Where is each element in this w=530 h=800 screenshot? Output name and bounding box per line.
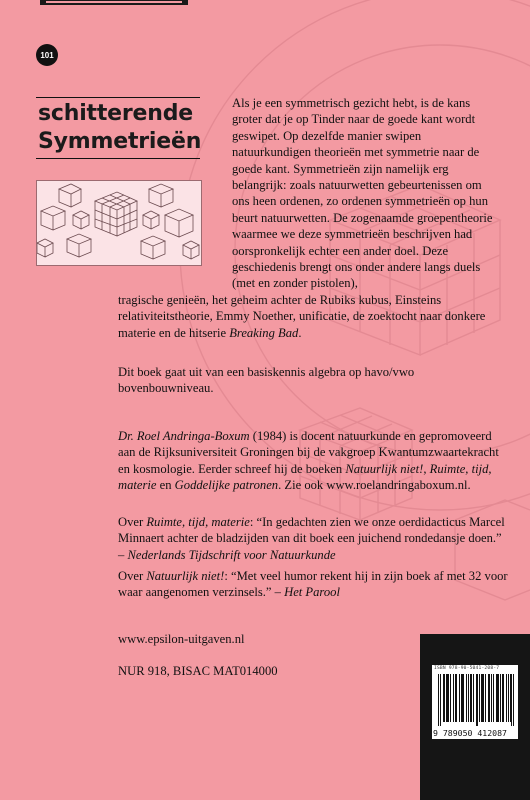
rubiks-cubes-illustration <box>37 181 201 265</box>
book-title <box>36 98 200 158</box>
author-sep-1: , <box>423 461 430 476</box>
review-1 <box>118 514 508 563</box>
blurb-cont-end: . <box>298 325 302 340</box>
review-1-source: Nederlands Tijdschrift voor Natuurkunde <box>127 547 336 562</box>
page-number-badge: 101 <box>36 44 58 66</box>
author-bio-text-1: (1984) is docent natuurkunde en gepromoveerd aan de Rijksuniversiteit Groningen bij de vakgroep Kwantumzwaartekracht en kosmologie. Eerder schreef hij de boeken <box>118 429 499 476</box>
title-line-1: schitterende <box>38 101 193 126</box>
barcode-digits: 9 789050 412087 <box>433 728 507 738</box>
review-2 <box>118 568 508 601</box>
review-2-over: Over <box>118 569 147 583</box>
review-1-book: Ruimte, tijd, materie <box>146 515 250 529</box>
barcode-bars <box>438 674 514 726</box>
barcode <box>432 665 518 739</box>
review-2-quote: : “Met veel humor rekent hij in zijn boek af met 32 voor waar aangenomen verzinsels.” – <box>118 569 508 600</box>
publisher-website: www.epsilon-uitgaven.nl <box>118 632 245 646</box>
title-block <box>36 97 200 159</box>
blurb-paragraph-1-cont <box>118 292 508 341</box>
review-2-paragraph <box>118 568 508 601</box>
author-paragraph <box>118 428 508 494</box>
isbn-text: ISBN 978-90-5041-208-7 <box>434 666 500 671</box>
blurb-continuation <box>118 292 508 341</box>
book-title-goddelijke-patronen: Goddelijke patronen <box>174 478 279 493</box>
front-cover-thumbnail <box>36 180 202 266</box>
level-note <box>118 364 508 397</box>
title-line-2: Symmetrieën <box>38 129 202 154</box>
review-2-source: Het Parool <box>284 585 340 600</box>
review-1-paragraph <box>118 514 508 563</box>
review-2-book: Natuurlijk niet! <box>146 569 225 583</box>
author-name: Dr. Roel Andringa-Boxum <box>118 429 250 443</box>
level-paragraph: Dit boek gaat uit van een basiskennis algebra op havo/vwo bovenbouwniveau. <box>118 365 415 396</box>
author-sep-2: en <box>156 478 175 493</box>
author-bio-text-2: . Zie ook www.roelandringaboxum.nl. <box>278 478 471 493</box>
breaking-bad-title: Breaking Bad <box>229 325 299 340</box>
blurb-paragraph-1: Als je een symmetrisch gezicht hebt, is de kans groter dat je op Tinder naar de goede kant wordt geswipet. Op dezelfde manier swipen natuurkundigen theorieën met symmetrie naar de goede kant. Symmetrieën zijn namelijk erg belangrijk: zoals natuurwetten gebeurtenissen om ons heen ordenen, zo ordenen symmetrieën op hun beurt natuurwetten. De zogenaamde groepentheorie waarmee we deze symmetrieën beschrijven had oorspronkelijk echter een ander doel. Deze geschiedenis brengt ons onder andere langs duels (met en zonder pistolen), <box>232 96 493 291</box>
book-title-ruimte-tijd-materie: Ruimte, tijd, materie <box>118 461 492 493</box>
author-bio <box>118 428 508 494</box>
review-1-quote: : “In gedachten zien we onze oerdidacticus Marcel Minnaert achter de bladzijden van dit boek een juichend rondedansje doen.” – <box>118 515 505 562</box>
nur-bisac-codes: NUR 918, BISAC MAT014000 <box>118 664 278 678</box>
book-title-natuurlijk-niet: Natuurlijk niet! <box>345 461 424 476</box>
blurb-cont-text: tragische genieën, het geheim achter de Rubiks kubus, Einsteins relativiteitstheorie, Emmy Noether, unificatie, de zoektocht naar donkere materie en de hitserie <box>118 293 486 340</box>
top-edge-bar <box>40 0 188 5</box>
review-1-over: Over <box>118 515 147 529</box>
blurb-main <box>232 95 502 292</box>
title-rule-bottom <box>36 158 200 159</box>
